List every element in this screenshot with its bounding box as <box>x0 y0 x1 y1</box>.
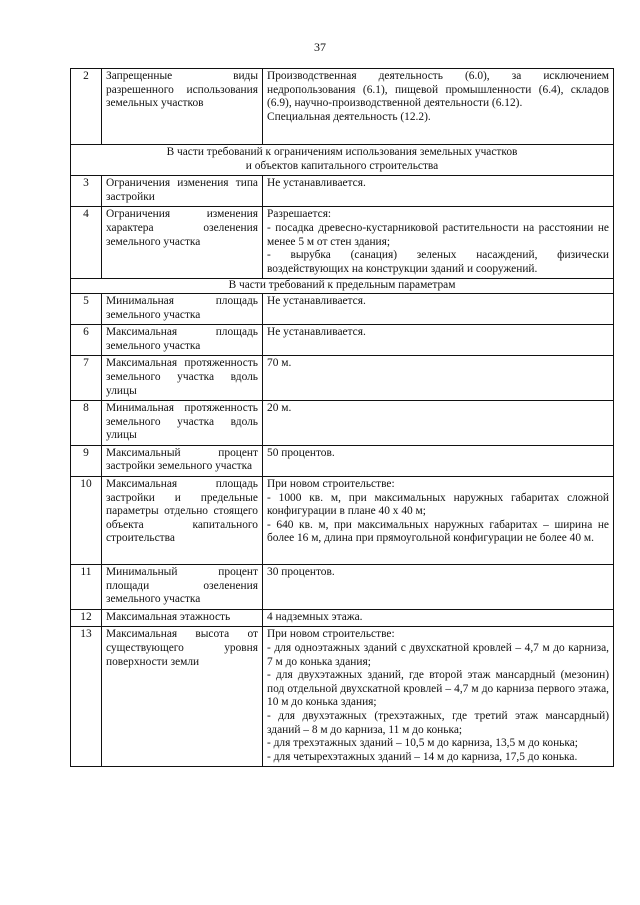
value-line: 4 надземных этажа. <box>267 610 363 623</box>
table-row <box>71 69 614 145</box>
value-line: 70 м. <box>267 357 292 370</box>
parameter-value <box>263 293 614 324</box>
row-number: 7 <box>71 356 102 401</box>
parameter-value <box>263 609 614 627</box>
parameter-name: Максимальная площадь земельного участка <box>102 325 263 356</box>
table-row <box>71 445 614 476</box>
row-number: 6 <box>71 325 102 356</box>
row-number: 8 <box>71 401 102 446</box>
section-row <box>71 279 614 294</box>
table-row <box>71 356 614 401</box>
value-line: 20 м. <box>267 402 292 415</box>
parameter-value <box>263 401 614 446</box>
parameter-value <box>263 356 614 401</box>
value-line: 30 процентов. <box>267 566 335 579</box>
table-row <box>71 609 614 627</box>
parameter-name: Ограничения изменения характера озеленения земельного участка <box>102 207 263 279</box>
row-number: 3 <box>71 176 102 207</box>
value-line: - вырубка (санация) зеленых насаждений, физически воздействующих на конструкции зданий и сооружений. <box>267 249 609 275</box>
parameter-value <box>263 477 614 565</box>
table-row <box>71 401 614 446</box>
page-number: 37 <box>314 40 326 54</box>
table-row <box>71 477 614 565</box>
parameter-name: Минимальная площадь земельного участка <box>102 293 263 324</box>
value-line: При новом строительстве: <box>267 478 395 491</box>
parameter-value <box>263 627 614 767</box>
table-row <box>71 293 614 324</box>
row-number: 4 <box>71 207 102 279</box>
parameter-name: Максимальная протяженность земельного участка вдоль улицы <box>102 356 263 401</box>
section-row <box>71 145 614 176</box>
parameter-value <box>263 207 614 279</box>
row-number: 10 <box>71 477 102 565</box>
parameter-value <box>263 176 614 207</box>
parameter-name: Ограничения изменения типа застройки <box>102 176 263 207</box>
value-line: 50 процентов. <box>267 446 335 459</box>
value-line: - 1000 кв. м, при максимальных наружных габаритах сложной конфигурации в плане 40 х 40 м; <box>267 491 609 518</box>
value-line: Производственная деятельность (6.0), за исключением недропользования (6.1), пищевой промышленности (6.4), складов (6.9), научно-производственной деятельности (6.12). <box>267 70 609 110</box>
value-line: Не устанавливается. <box>267 177 366 190</box>
row-number: 13 <box>71 627 102 767</box>
row-number: 2 <box>71 69 102 145</box>
value-line: - для трехэтажных зданий – 10,5 м до карниза, 13,5 м до конька; <box>267 737 578 750</box>
table-row <box>71 207 614 279</box>
parameter-value <box>263 565 614 610</box>
value-line: Не устанавливается. <box>267 326 366 339</box>
row-number: 11 <box>71 565 102 610</box>
parameter-value <box>263 325 614 356</box>
section-header-parameters: В части требований к предельным параметрам <box>71 279 614 294</box>
regulations-table <box>70 68 614 767</box>
parameter-name: Максимальная площадь застройки и предельные параметры отдельно стоящего объекта капитального строительства <box>102 477 263 565</box>
parameter-name: Минимальный процент площади озеленения земельного участка <box>102 565 263 610</box>
row-number: 9 <box>71 445 102 476</box>
value-line: При новом строительстве: <box>267 628 395 641</box>
parameter-name: Максимальная высота от существующего уровня поверхности земли <box>102 627 263 767</box>
parameter-name: Максимальная этажность <box>102 609 263 627</box>
section-header-restrictions: В части требований к ограничениям использования земельных участков и объектов капитального строительства <box>71 145 614 176</box>
value-line: Разрешается: <box>267 208 332 221</box>
parameter-value <box>263 445 614 476</box>
value-line: - для двухэтажных зданий, где второй этаж мансардный (мезонин) под отдельной двухскатной кровлей – 4,7 м до карниза первого этажа, 10 м до конька здания; <box>267 669 609 709</box>
table-row <box>71 627 614 767</box>
value-line: - посадка древесно-кустарниковой растительности на расстоянии не менее 5 м от стен здания; <box>267 221 609 248</box>
row-number: 12 <box>71 609 102 627</box>
value-line: - 640 кв. м, при максимальных наружных габаритах – ширина не более 16 м, длина при прямоугольной конфигурации не более 40 м. <box>267 518 609 545</box>
parameter-name: Максимальный процент застройки земельного участка <box>102 445 263 476</box>
value-line: Не устанавливается. <box>267 294 366 307</box>
table-row <box>71 325 614 356</box>
value-line: - для одноэтажных зданий с двухскатной кровлей – 4,7 м до карниза, 7 м до конька здания; <box>267 642 609 668</box>
parameter-name: Минимальная протяженность земельного участка вдоль улицы <box>102 401 263 446</box>
value-line: - для четырехэтажных зданий – 14 м до карниза, 17,5 до конька. <box>267 750 578 763</box>
table-row <box>71 176 614 207</box>
parameter-value <box>263 69 614 145</box>
table-row <box>71 565 614 610</box>
parameter-name: Запрещенные виды разрешенного использования земельных участков <box>102 69 263 145</box>
value-line: - для двухэтажных (трехэтажных, где третий этаж мансардный) зданий – 8 м до карниза, 11 м до конька; <box>267 710 609 736</box>
value-line: Специальная деятельность (12.2). <box>267 110 431 123</box>
row-number: 5 <box>71 293 102 324</box>
